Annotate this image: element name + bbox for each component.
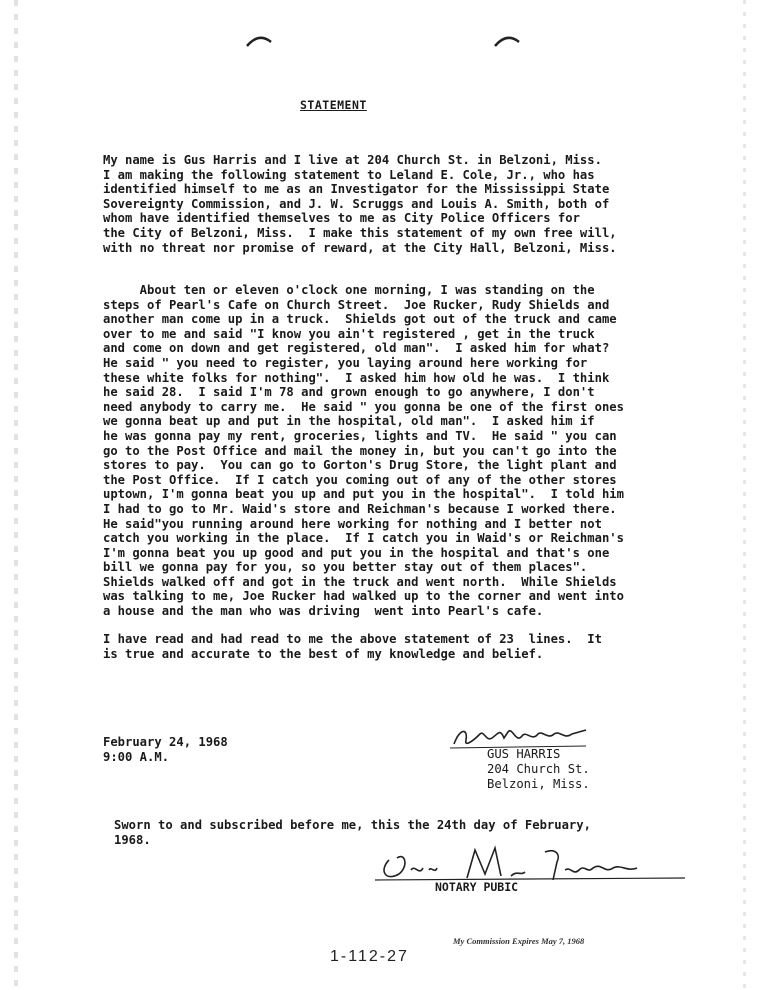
signer-block xyxy=(487,747,590,792)
intro-line: whom have identified themselves to me as City Police Officers for xyxy=(103,211,580,226)
body-line: was talking to me, Joe Rucker had walked up to the corner and went into xyxy=(103,589,624,604)
body-line: He said " you need to register, you laying around here working for xyxy=(103,355,588,370)
body-line: over to me and said "I know you ain't registered , get in the truck xyxy=(103,326,595,341)
attestation-line: I have read and had read to me the above statement of 23 lines. It xyxy=(103,632,602,646)
body-line: another man come up in a truck. Shields got out of the truck and came xyxy=(103,312,617,327)
sworn-line: Sworn to and subscribed before me, this the 24th day of February, xyxy=(114,818,591,832)
document-title: STATEMENT xyxy=(300,98,367,112)
statement-date: February 24, 1968 xyxy=(103,735,228,749)
attestation-line: is true and accurate to the best of my knowledge and belief. xyxy=(103,646,544,661)
date-block xyxy=(103,735,228,765)
intro-line: with no threat nor promise of reward, at the City Hall, Belzoni, Miss. xyxy=(103,240,617,255)
body-line: About ten or eleven o'clock one morning, I was standing on the xyxy=(103,283,595,297)
scan-edge-left xyxy=(14,0,18,990)
body-line: the Post Office. If I catch you coming out of any of the other stores xyxy=(103,472,617,487)
staple-mark-right xyxy=(492,32,522,48)
signer-name: GUS HARRIS xyxy=(487,747,561,761)
body-line: steps of Pearl's Cafe on Church Street. Joe Rucker, Rudy Shields and xyxy=(103,297,610,312)
body-line: he was gonna pay my rent, groceries, lights and TV. He said " you can xyxy=(103,428,617,443)
intro-line: My name is Gus Harris and I live at 204 Church St. in Belzoni, Miss. xyxy=(103,153,602,167)
notary-title: NOTARY PUBIC xyxy=(435,880,519,894)
attestation-paragraph xyxy=(103,632,602,661)
staple-mark-left xyxy=(244,32,274,48)
body-line: bill we gonna pay for you, so you better stay out of them places". xyxy=(103,560,588,575)
document-number: 1-112-27 xyxy=(330,948,409,965)
body-line: go to the Post Office and mail the money in, but you can't go into the xyxy=(103,443,617,458)
body-line: these white folks for nothing". I asked him how old he was. I think xyxy=(103,370,610,385)
body-line: need anybody to carry me. He said " you gonna be one of the first ones xyxy=(103,399,624,414)
body-line: I'm gonna beat you up good and put you in the hospital and that's one xyxy=(103,545,610,560)
signer-address-line1: 204 Church St. xyxy=(487,762,590,776)
scan-edge-right xyxy=(743,0,746,990)
body-line: he said 28. I said I'm 78 and grown enough to go anywhere, I don't xyxy=(103,385,595,400)
body-line: I had to go to Mr. Waid's store and Reichman's because I worked there. xyxy=(103,501,617,516)
body-line: stores to pay. You can go to Gorton's Drug Store, the light plant and xyxy=(103,458,617,473)
statement-body xyxy=(103,283,624,619)
sworn-line: 1968. xyxy=(114,832,151,847)
body-line: uptown, I'm gonna beat you up and put you in the hospital". I told him xyxy=(103,487,624,502)
body-line: and come on down and get registered, old man". I asked him for what? xyxy=(103,341,610,356)
intro-line: I am making the following statement to Leland E. Cole, Jr., who has xyxy=(103,167,595,182)
notary-signature xyxy=(375,840,685,886)
intro-paragraph xyxy=(103,153,617,255)
intro-line: identified himself to me as an Investigator for the Mississippi State xyxy=(103,182,610,197)
body-line: Shields walked off and got in the truck and went north. While Shields xyxy=(103,574,617,589)
body-line: a house and the man who was driving went into Pearl's cafe. xyxy=(103,604,544,619)
statement-time: 9:00 A.M. xyxy=(103,750,170,764)
body-line: He said"you running around here working for nothing and I better not xyxy=(103,516,602,531)
intro-line: the City of Belzoni, Miss. I make this statement of my own free will, xyxy=(103,225,617,240)
signer-address-line2: Belzoni, Miss. xyxy=(487,777,590,791)
commission-expiry-note: My Commission Expires May 7, 1968 xyxy=(453,936,585,946)
body-line: we gonna beat up and put in the hospital, old man". I asked him if xyxy=(103,414,595,429)
body-line: catch you working in the place. If I catch you in Waid's or Reichman's xyxy=(103,531,624,546)
intro-line: Sovereignty Commission, and J. W. Scruggs and Louis A. Smith, both of xyxy=(103,196,610,211)
